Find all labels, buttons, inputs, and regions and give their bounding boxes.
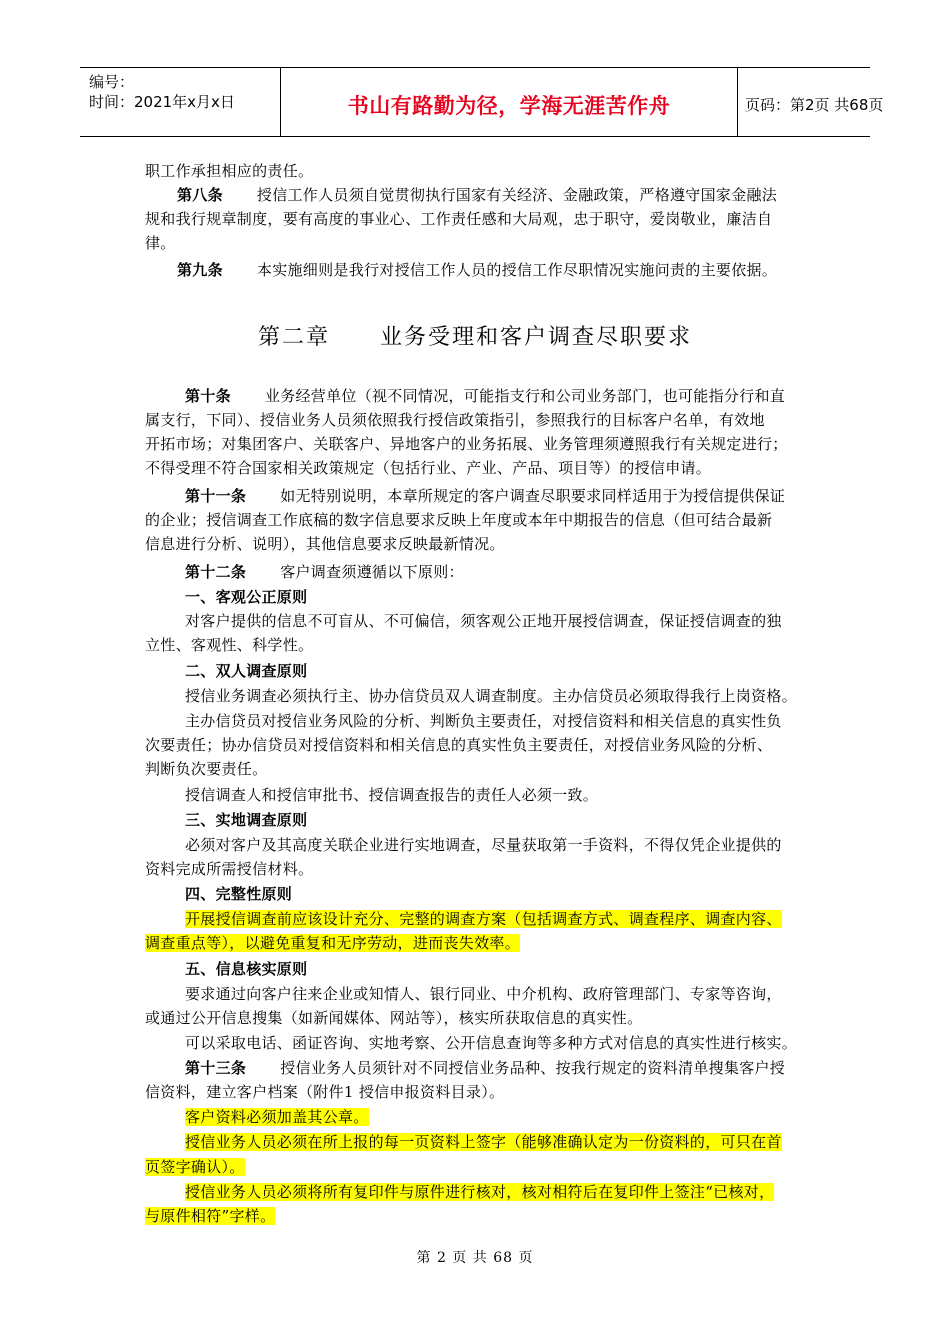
paragraph-line: 要求通过向客户往来企业或知情人、银行同业、中介机构、政府管理部门、专家等咨询，: [185, 985, 782, 1003]
article-label: 第十三条: [185, 1059, 247, 1077]
highlighted-line: [185, 1180, 774, 1204]
highlighted-text: 与原件相符”字样。: [145, 1207, 276, 1225]
paragraph-text: 授信业务人员须针对不同授信业务品种、按我行规定的资料清单搜集客户授: [280, 1059, 786, 1077]
paragraph-text: 授信工作人员须自觉贯彻执行国家有关经济、金融政策，严格遵守国家金融法: [256, 186, 778, 204]
article-label: 第十条: [185, 387, 231, 405]
principle-heading: 一、客观公正原则: [185, 588, 308, 606]
article-label: 第十一条: [185, 487, 247, 505]
paragraph-line: 资料完成所需授信材料。: [145, 860, 314, 878]
paragraph-line: 主办信贷员对授信业务风险的分析、判断负主要责任，对授信资料和相关信息的真实性负: [185, 712, 782, 730]
doc-date-label: 时间：2021年x月x日: [89, 93, 235, 111]
principle-heading: 二、双人调查原则: [185, 662, 308, 680]
principle-heading: 五、信息核实原则: [185, 960, 308, 978]
article-13: [185, 1056, 785, 1080]
header-motto-cell: [280, 68, 738, 136]
highlighted-line: [145, 1155, 245, 1179]
article-10: [185, 384, 785, 408]
paragraph-line: 信息进行分析、说明），其他信息要求反映最新情况。: [145, 535, 505, 553]
paragraph-line: 必须对客户及其高度关联企业进行实地调查，尽量获取第一手资料，不得仅凭企业提供的: [185, 836, 782, 854]
paragraph-line: 立性、客观性、科学性。: [145, 636, 314, 654]
paragraph-line: 授信调查人和授信审批书、授信调查报告的责任人必须一致。: [185, 786, 599, 804]
chapter-number: 第二章: [257, 325, 330, 350]
highlighted-text: 授信业务人员必须将所有复印件与原件进行核对，核对相符后在复印件上签注“已核对，: [185, 1183, 775, 1201]
doc-number-label: 编号：: [89, 73, 135, 91]
page-footer: 第 2 页 共 68 页: [416, 1250, 534, 1266]
paragraph-line: 授信业务调查必须执行主、协办信贷员双人调查制度。主办信贷员必须取得我行上岗资格。: [185, 687, 798, 705]
header-motto: 书山有路勤为径，学海无涯苦作舟: [347, 94, 671, 118]
paragraph-line: 信资料，建立客户档案（附件1 授信申报资料目录）。: [145, 1083, 505, 1101]
paragraph-line: 或通过公开信息搜集（如新闻媒体、网站等），核实所获取信息的真实性。: [145, 1009, 643, 1027]
article-label: 第十二条: [185, 563, 247, 581]
paragraph-line: 可以采取电话、函证咨询、实地考察、公开信息查询等多种方式对信息的真实性进行核实。: [185, 1034, 798, 1052]
paragraph-text: 如无特别说明，本章所规定的客户调查尽职要求同样适用于为授信提供保证: [280, 487, 786, 505]
page-header: [80, 67, 884, 137]
article-8: [177, 183, 777, 207]
article-12: [185, 560, 464, 584]
highlighted-line: [145, 1204, 275, 1228]
article-11: [185, 484, 785, 508]
highlighted-line: [145, 931, 520, 955]
highlighted-text: 授信业务人员必须在所上报的每一页资料上签字（能够准确认定为一份资料的，可只在首: [185, 1133, 782, 1151]
principle-heading: 四、完整性原则: [185, 885, 293, 903]
highlighted-text: 开展授信调查前应该设计充分、完整的调查方案（包括调查方式、调查程序、调查内容、: [185, 910, 782, 928]
highlighted-line: [185, 1105, 369, 1129]
article-label: 第九条: [177, 261, 223, 279]
paragraph-line: 职工作承担相应的责任。: [145, 162, 314, 180]
paragraph-text: 业务经营单位（视不同情况，可能指支行和公司业务部门，也可能指分行和直: [264, 387, 786, 405]
paragraph-line: 判断负次要责任。: [145, 760, 268, 778]
paragraph-line: 的企业；授信调查工作底稿的数字信息要求反映上年度或本年中期报告的信息（但可结合最新: [145, 511, 773, 529]
paragraph-line: 对客户提供的信息不可盲从、不可偏信，须客观公正地开展授信调查，保证授信调查的独: [185, 612, 782, 630]
paragraph-line: 不得受理不符合国家相关政策规定（包括行业、产业、产品、项目等）的授信申请。: [145, 459, 712, 477]
highlighted-text: 客户资料必须加盖其公章。: [185, 1108, 369, 1126]
article-9: [177, 258, 777, 282]
chapter-heading: 业务受理和客户调查尽职要求: [380, 325, 693, 350]
paragraph-text: 本实施细则是我行对授信工作人员的授信工作尽职情况实施问责的主要依据。: [256, 261, 778, 279]
highlighted-line: [185, 1130, 782, 1154]
paragraph-line: 次要责任；协办信贷员对授信资料和相关信息的真实性负主要责任，对授信业务风险的分析、: [145, 736, 773, 754]
paragraph-text: 客户调查须遵循以下原则：: [280, 563, 464, 581]
paragraph-line: 开拓市场；对集团客户、关联客户、异地客户的业务拓展、业务管理须遵照我行有关规定进行；: [145, 435, 788, 453]
article-label: 第八条: [177, 186, 223, 204]
paragraph-line: 属支行，下同）、授信业务人员须依照我行授信政策指引，参照我行的目标客户名单，有效地: [145, 411, 765, 429]
header-page-cell: [737, 68, 884, 136]
highlighted-text: 调查重点等），以避免重复和无序劳动，进而丧失效率。: [145, 934, 521, 952]
paragraph-line: 律。: [145, 234, 176, 252]
paragraph-line: 规和我行规章制度，要有高度的事业心、工作责任感和大局观，忠于职守，爱岗敬业，廉洁自: [145, 210, 773, 228]
chapter-title: [0, 320, 950, 351]
highlighted-line: [185, 907, 782, 931]
header-page-number: 页码：第2页 共68页: [745, 96, 884, 114]
header-meta: [80, 68, 280, 136]
highlighted-text: 页签字确认）。: [145, 1158, 245, 1176]
principle-heading: 三、实地调查原则: [185, 811, 308, 829]
